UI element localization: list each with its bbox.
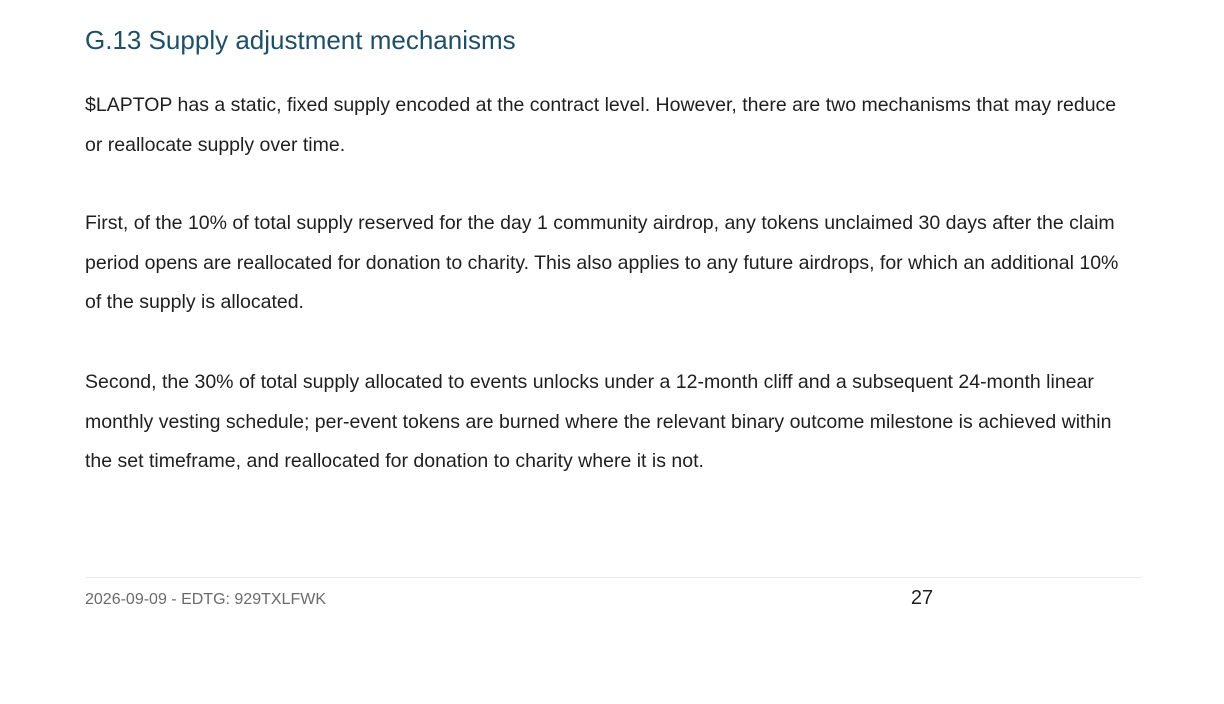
paragraph-airdrop-reallocation: First, of the 10% of total supply reserved for the day 1 community airdrop, any tokens unclaimed 30 days after the claim period opens are reallocated for donation to charity. This also applies to any future airdrops, for which an additional 10% of the supply is allocated. — [85, 212, 1119, 313]
page-number: 27 — [910, 587, 934, 609]
paragraph-supply-overview: $LAPTOP has a static, fixed supply encoded at the contract level. However, there are two mechanisms that may reduce or reallocate supply over time. — [85, 94, 1117, 156]
section-heading: G.13 Supply adjustment mechanisms — [85, 25, 516, 55]
footer-document-id: 2026-09-09 - EDTG: 929TXLFWK — [85, 591, 326, 608]
footer-divider — [85, 577, 1142, 578]
paragraph-event-vesting: Second, the 30% of total supply allocated to events unlocks under a 12-month cliff and a subsequent 24-month linear monthly vesting schedule; per-event tokens are burned where the relevant binary outcome milestone is achieved within the set timeframe, and reallocated for donation to charity where it is not. — [85, 371, 1112, 472]
